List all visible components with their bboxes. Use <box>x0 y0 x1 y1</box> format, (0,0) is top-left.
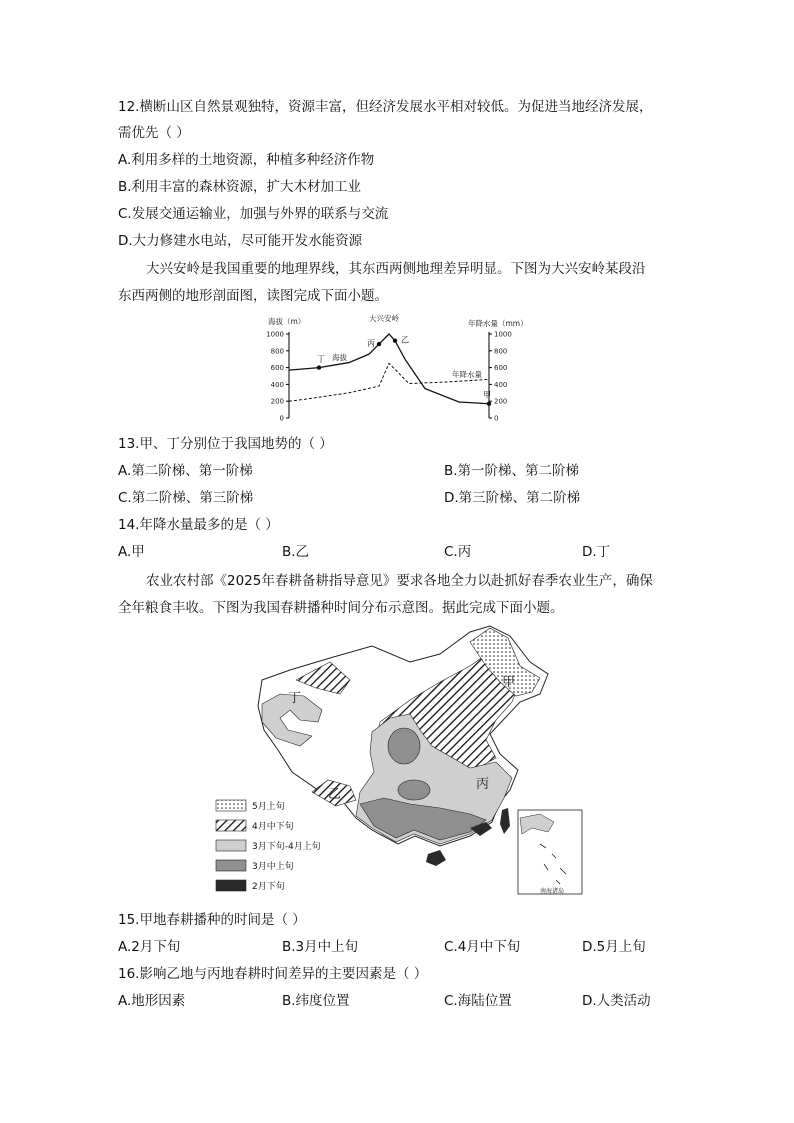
q16-stem: 16.影响乙地与丙地春耕时间差异的主要因素是（ ） <box>118 966 428 982</box>
region-sichuan-south <box>398 780 430 800</box>
q12-stem-line2: 需优先（ ） <box>118 125 190 141</box>
spring-planting-map <box>0 622 794 902</box>
left-tick-label: 1000 <box>266 330 284 339</box>
legend-swatch-mar-late-apr-early <box>216 840 246 851</box>
q15-stem: 15.甲地春耕播种的时间是（ ） <box>118 912 306 928</box>
label-bing: 丙 <box>476 777 490 792</box>
elevation-series-label: 海拔 <box>332 353 347 362</box>
label-jia: 甲 <box>502 675 516 690</box>
legend-swatch-may-early <box>216 800 246 811</box>
q13-stem: 13.甲、丁分别位于我国地势的（ ） <box>118 436 333 452</box>
right-axis-title: 年降水量（mm） <box>468 319 528 328</box>
label-ding: 丁 <box>288 691 302 706</box>
right-tick-label: 1000 <box>494 330 512 339</box>
q16-option-d: D.人类活动 <box>582 993 651 1009</box>
q15-option-b: B.3月中上旬 <box>282 939 359 955</box>
q15-option-d: D.5月上旬 <box>582 939 646 955</box>
q14-option-a: A.甲 <box>118 544 145 560</box>
right-tick-label: 600 <box>494 364 508 373</box>
point-label: 丁 <box>317 354 325 364</box>
left-tick-label: 0 <box>279 414 284 423</box>
q15-option-c: C.4月中下旬 <box>444 939 521 955</box>
peak-label: 大兴安岭 <box>369 314 399 323</box>
point-label: 甲 <box>483 390 491 400</box>
legend-label-may-early: 5月上旬 <box>252 802 285 812</box>
point-marker <box>317 365 321 369</box>
q13-option-b: B.第一阶梯、第二阶梯 <box>444 463 580 479</box>
q15-option-a: A.2月下旬 <box>118 939 181 955</box>
left-tick-label: 800 <box>270 347 284 356</box>
point-label: 丙 <box>367 339 375 349</box>
left-tick-label: 600 <box>270 364 284 373</box>
q16-option-c: C.海陆位置 <box>444 993 512 1009</box>
right-tick-label: 400 <box>494 380 508 389</box>
point-marker <box>393 339 397 343</box>
region-feb-late-hainan <box>426 850 446 866</box>
point-marker <box>487 402 491 406</box>
q14-option-c: C.丙 <box>444 544 472 560</box>
terrain-profile-chart <box>0 310 794 430</box>
passage2-line2: 全年粮食丰收。下图为我国春耕播种时间分布示意图。据此完成下面小题。 <box>118 600 564 616</box>
left-tick-label: 400 <box>270 380 284 389</box>
q13-option-a: A.第二阶梯、第一阶梯 <box>118 463 253 479</box>
q16-option-a: A.地形因素 <box>118 993 186 1009</box>
precip-series-label: 年降水量 <box>452 370 482 379</box>
q14-stem: 14.年降水量最多的是（ ） <box>118 517 279 533</box>
left-axis-title: 海拔（m） <box>268 317 306 326</box>
legend-label-mar-early-mid: 3月中上旬 <box>252 862 294 872</box>
q12-stem-line1: 12.横断山区自然景观独特，资源丰富，但经济发展水平相对较低。为促进当地经济发展， <box>118 99 653 115</box>
right-tick-label: 200 <box>494 397 508 406</box>
legend-label-mar-late-apr-early: 3月下旬-4月上旬 <box>252 842 321 852</box>
inset-label: 南海诸岛 <box>540 888 565 895</box>
passage1-line1: 大兴安岭是我国重要的地理界线，其东西两侧地理差异明显。下图为大兴安岭某段沿 <box>146 261 646 277</box>
q12-option-b: B.利用丰富的森林资源，扩大木材加工业 <box>118 179 362 195</box>
left-tick-label: 200 <box>270 397 284 406</box>
q14-option-d: D.丁 <box>582 544 611 560</box>
map-legend <box>216 800 321 892</box>
legend-swatch-feb-late <box>216 880 246 891</box>
q12-option-c: C.发展交通运输业，加强与外界的联系与交流 <box>118 206 389 222</box>
legend-label-feb-late: 2月下旬 <box>252 882 285 892</box>
q13-option-c: C.第二阶梯、第三阶梯 <box>118 490 254 506</box>
q13-option-d: D.第三阶梯、第二阶梯 <box>444 490 581 506</box>
legend-swatch-apr-mid-late <box>216 820 246 831</box>
right-tick-label: 800 <box>494 347 508 356</box>
legend-label-apr-mid-late: 4月中下旬 <box>252 822 294 832</box>
label-yi: 乙 <box>328 787 342 802</box>
passage1-line2: 东西两侧的地形剖面图，读图完成下面小题。 <box>118 288 388 304</box>
q12-option-d: D.大力修建水电站，尽可能开发水能资源 <box>118 233 363 249</box>
point-label: 乙 <box>401 335 409 345</box>
q16-option-b: B.纬度位置 <box>282 993 350 1009</box>
q14-option-b: B.乙 <box>282 544 310 560</box>
point-marker <box>377 342 381 346</box>
q12-option-a: A.利用多样的土地资源，种植多种经济作物 <box>118 152 375 168</box>
legend-swatch-mar-early-mid <box>216 860 246 871</box>
region-feb-late-taiwan <box>500 808 510 834</box>
right-tick-label: 0 <box>494 414 499 423</box>
region-sichuan-basin <box>388 728 420 764</box>
passage2-line1: 农业农村部《2025年春耕备耕指导意见》要求各地全力以赴抓好春季农业生产，确保 <box>146 573 653 589</box>
